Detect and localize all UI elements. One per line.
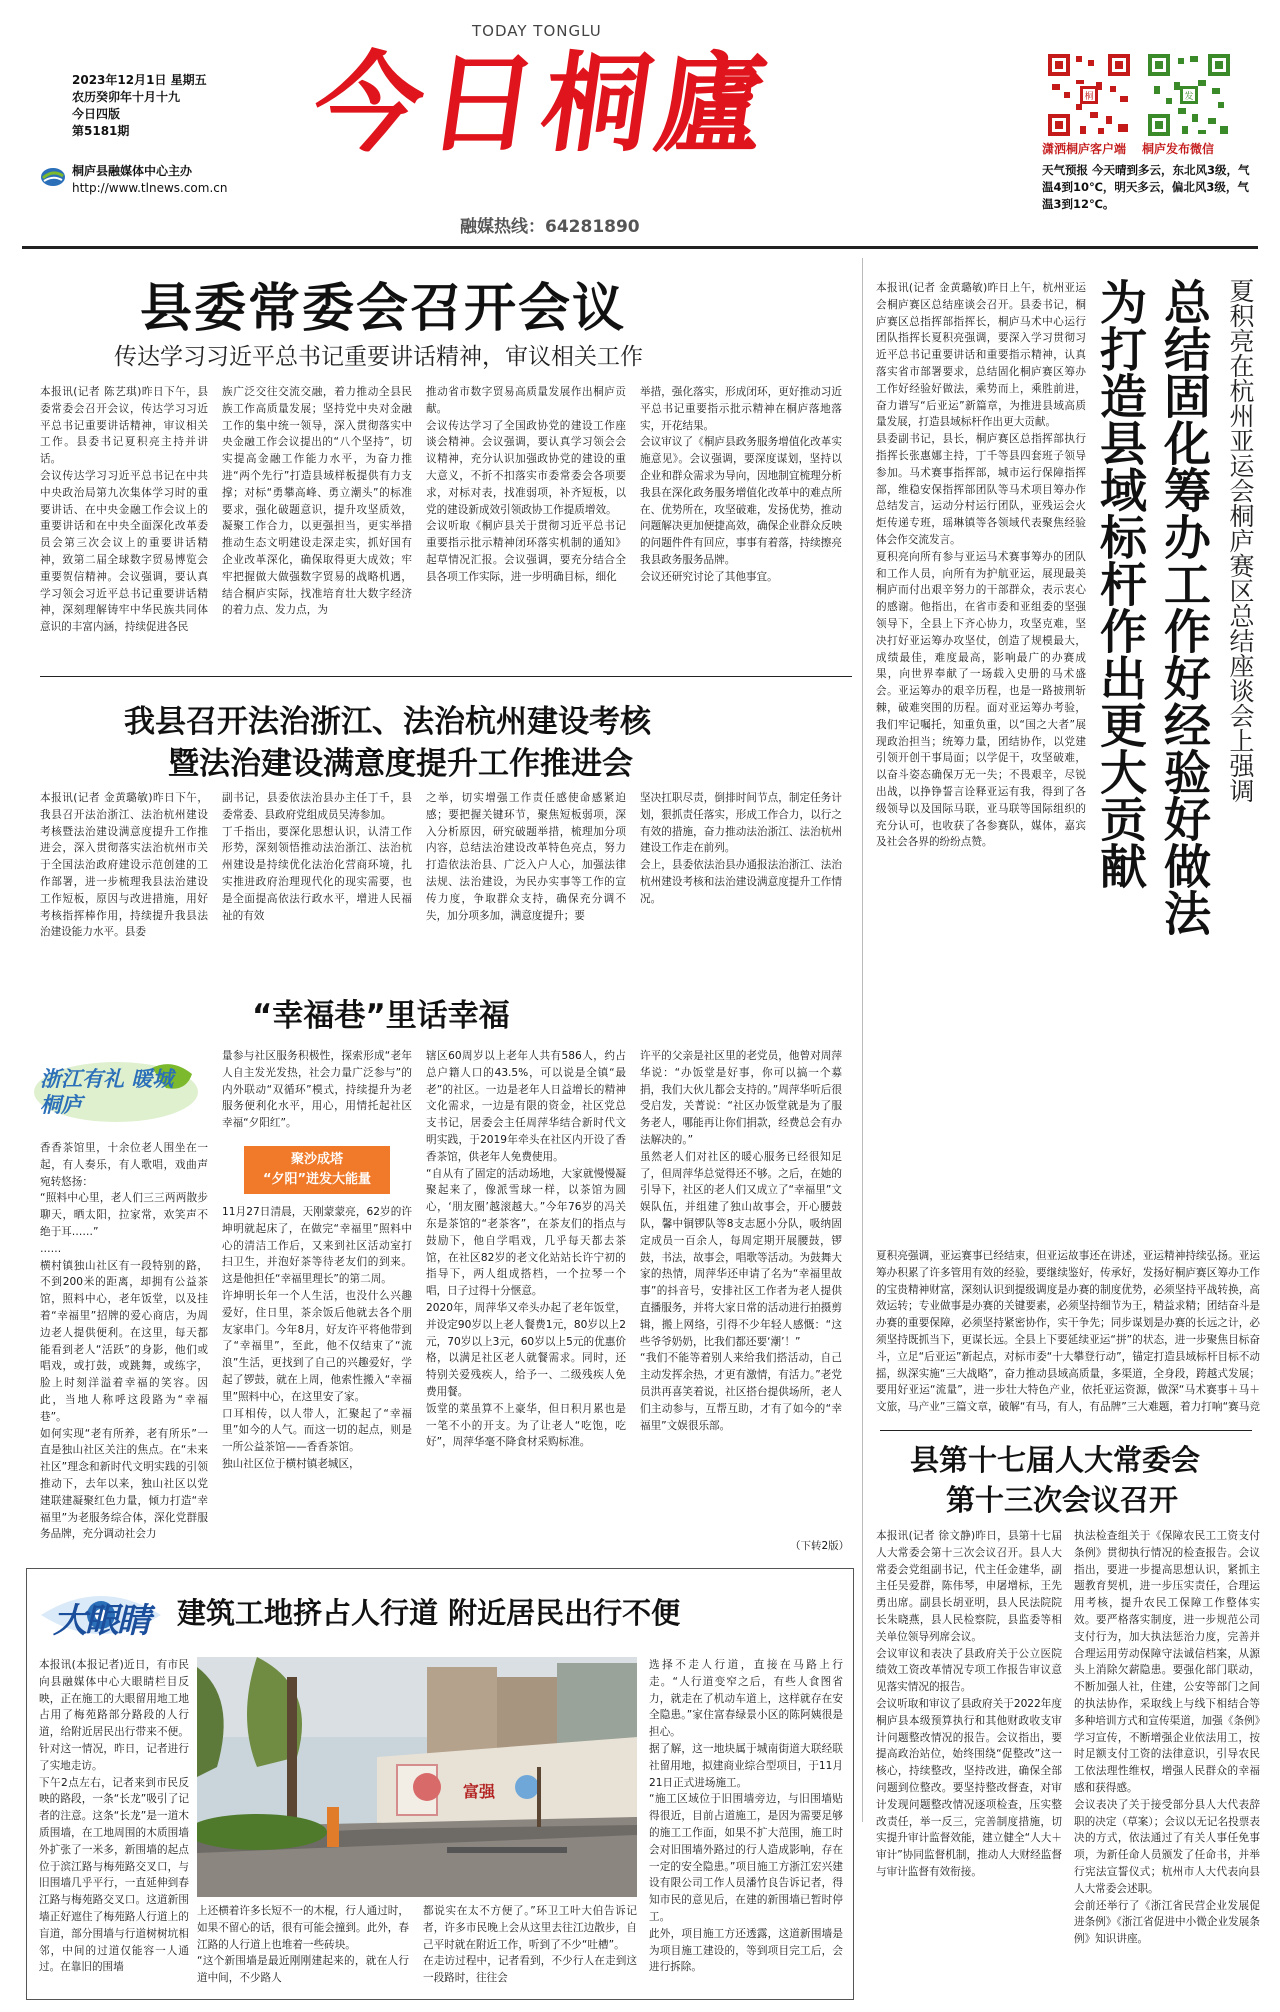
article-column: 本报讯(记者 陈艺琪)昨日下午，县委常委会召开会议，传达学习习近平总书记重要讲话精神，审议相关工作。县委书记夏积亮主持并讲话。 会议传达学习习近平总书记在中共中央政治局第九次集体学习时的重要讲话、在中央金融工作会议上的重要讲话和在中央全面深化改革委员会第三次会议上的重要讲话精神，致第二届全球数字贸易博览会重要贺信精神。会议强调，要认真学习领会习近平总书记重要讲话精神，深刻理解铸牢中华民族共同体意识的丰富内涵，持续促进各民	[40, 386, 208, 634]
news-photo-construction-wall	[197, 1657, 637, 1897]
column-divider	[862, 258, 863, 1822]
masthead-top-label: TODAY TONGLU	[472, 22, 602, 40]
article-column: 副书记，县委依法治县办主任丁千，县委常委、县政府党组成员吴涛参加。 丁千指出，要深化思想认识，认清工作形势，深刻领悟推动法治浙江、法治杭州建设是持续优化法治化营商环境，扎实推进政府治理现代化的现实需要，也是全面提高依法行政水平，增进人民福祉的有效	[222, 792, 412, 922]
article-asian-games-summary	[870, 258, 1270, 1414]
issue-number: 第5181期	[72, 124, 130, 138]
article-column: 选择不走人行道，直接在马路上行走。“人行道变窄之后，有些人食图省力，就走在了机动车道上，这样就存在安全隐患。”家住富春绿景小区的陈阿姨很是担心。 据了解，这一地块属于城南街道大联经联社留用地，拟建商业综合型项目，于11月21日正式进场施工。 “施工区域位于旧围墙旁边，与旧围墙贴得很近，目前占道施工，是因为需要足够的施工工作面，如果不扩大范围，施工时会对旧围墙外路过的行人造成影响，存在一定的安全隐患。”项目施工方浙江宏兴建设有限公司工作人员潘竹良告诉记者，得知市民的意见后，在建的新围墙已暂时停工。 此外，项目施工方还透露，这道新围墙是为项目施工建设的，等到项目完工后，会进行拆除。	[649, 1659, 843, 1974]
column-badge-big-eyes	[39, 1583, 163, 1645]
article-title: 建筑工地挤占人行道 附近居民出行不便	[177, 1596, 681, 1630]
article-column: 之举，切实增强工作责任感使命感紧迫感；要把握关键环节，聚焦短板弱项，深入分析原因，研究破题举措，梳理加分项内容，总结法治建设改革特色亮点，努力打造依法治县、广泛入户人心，加强法律法规、法治建设，为民办实事等工作的宣传力度，争取群众支持，确保充分调不失，加分项多加，满意度提升；要	[426, 792, 626, 922]
article-title-line2: 第十三次会议召开	[946, 1483, 1179, 1517]
article-column: 11月27日清晨，天刚蒙蒙亮，62岁的许坤明就起床了，在做完“幸福里”照料中心的清洁工作后，又来到社区活动室打扫卫生，并泡好茶等待老友们的到来。这是他担任“幸福里理长”的第二周。 许坤明长年一个人生活，也没什么兴趣爱好，住日里，茶余饭后他就去各个朋友家串门。今年8月，好友许平将他带到了“幸福里”，至此，他不仅结束了“流浪”生活，更找到了自己的兴趣爱好，学起了锣鼓，就在上周，他索性搬入“幸福里”照料中心，在这里安了家。 口耳相传，以人带人，汇聚起了“幸福里”如今的人气。而这一切的起点，则是一所公益茶馆——香香茶馆。 独山社区位于横村镇老城区，	[222, 1206, 412, 1470]
article-kicker: 夏积亮在杭州亚运会桐庐赛区总结座谈会上强调	[1226, 278, 1255, 803]
svg-text:桐: 桐	[1084, 92, 1094, 102]
article-column: 许平的父亲是社区里的老党员，他曾对周萍华说：“办饭堂是好事，你可以搞一个募捐，我们大伙儿都会支持的。”周萍华听后很受启发，关菁说：“社区办饭堂就是为了服务老人，哪能再让你们捐款，经费总会有办法解决的。” 虽然老人们对社区的暖心服务已经很知足了，但周萍华总觉得还不够。之后，在她的引导下，社区的老人们又成立了“幸福里”文娱队伍，并组建了独山故事会，开心腰鼓队，馨中铜锣队等8支志愿小分队，吸纳固定成员一百余人，每周定期开展腰鼓，锣鼓，书法，故事会，唱歌等活动。为鼓舞大家的热情，周萍华还申请了名为“幸福里故事”的抖音号，安排社区工作者为老人提供直播服务，并将大家日常的活动进行拍摄剪辑，搬上网络，引得不少年轻人感慨：“这些爷爷奶奶，比我们都还要‘潮’！” “我们不能等着别人来给我们搭活动，自己主动发挥余热，才更有激情，有活力。”老党员洪再喜笑着说，社区搭台提供场所，老人们主动参与，互帮互助，才有了如今的“幸福里”文娱很乐部。	[640, 1050, 842, 1432]
issue-info	[72, 72, 272, 140]
continued-note[interactable]: （下转2版）	[790, 1540, 850, 1552]
section-divider	[880, 1430, 1252, 1431]
sponsor-url[interactable]: http://www.tlnews.com.cn	[72, 181, 228, 195]
article-standing-committee	[22, 258, 862, 668]
hotline: 融媒热线：64281890	[460, 217, 640, 237]
qr-code-app[interactable]	[1046, 52, 1132, 138]
column-badge-text: 浙江有礼 暖城桐庐	[40, 1066, 174, 1117]
sponsor-info	[72, 163, 292, 197]
article-column: 坚决扛职尽责，倒排时间节点，制定任务计划，狠抓责任落实，形成工作合力，以行之有效的措施，奋力推动法治浙江、法治杭州建设工作走在前列。 会上，县委依法治县办通报法治浙江、法治杭州建设考核和法治建设满意度提升工作情况。	[640, 792, 842, 905]
subheading-box	[244, 1146, 390, 1194]
article-column: 本报讯(记者 金黄璐敏)昨日下午，我县召开法治浙江、法治杭州建设考核暨法治建设满意度提升工作推进会，深入贯彻落实法治杭州市关于全国法治政府建设示范创建的工作部署，进一步梳理我县法治建设工作短板，原因与改进措施，用好考核指挥棒作用，持续提升我县法治建设能力水平。县委	[40, 792, 208, 939]
article-rule-of-law	[22, 690, 862, 990]
photo-wall-text: 富强	[463, 1782, 496, 1801]
article-peoples-congress	[870, 1434, 1270, 2012]
article-column: 量参与社区服务积极性，探索形成“老年人自主发光发热，社会力量广泛参与”的内外联动“双循环”模式，持续提升为老服务便利化水平，用心，用情托起社区幸福“夕阳红”。	[222, 1050, 412, 1130]
article-title: 县委常委会召开会议	[140, 279, 627, 339]
article-title: 县第十七届人大常委会	[910, 1443, 1201, 1477]
qr-label-wechat: 桐庐发布微信	[1142, 142, 1215, 156]
masthead-divider	[22, 246, 1258, 249]
article-column: 本报讯(本报记者)近日，有市民向县融媒体中心大眼睛栏目反映，正在施工的大眼留用地工地占用了梅苑路部分路段的人行道，给附近居民出行带来不便。针对这一情况，昨日，记者进行了实地走访。 下午2点左右，记者来到市民反映的路段，一条“长龙”吸引了记者的注意。这条“长龙”是一道木质围墙，在工地周围的木质围墙外扩张了一米多，新围墙的起点位于滨江路与梅苑路交叉口，与旧围墙几乎平行，一直延伸到春江路与梅苑路交叉口。这道新围墙正好遮住了梅苑路人行道上的盲道，部分围墙与行道树树坑相邻，中间的过道仅能容一人通过。在靠旧的围墙	[39, 1659, 189, 1974]
article-title-line2: 为打造县域标杆作出更大贡献	[1092, 278, 1147, 889]
sponsor-name: 桐庐县融媒体中心主办	[72, 164, 193, 178]
column-badge-zhejiang	[32, 1048, 200, 1128]
section-divider	[40, 676, 852, 677]
qr-code-wechat[interactable]	[1146, 52, 1232, 138]
article-column: 族广泛交往交流交融，着力推动全县民族工作高质量发展；坚持党中央对金融工作的集中统一领导，深入贯彻落实中央金融工作会议提出的“八个坚持”，切实提高金融工作能力水平，为奋力推进“两个先行”打造县域样板提供有力支撑；对标“勇攀高峰、勇立潮头”的标准要求，强化破题意识，提升攻坚质效，凝聚工作合力，以更强担当，更实举措推动生态文明建设走深走实，抓好国有企业改革深化，确保取得更大成效；牢牢把握做大做强数字贸易的战略机遇，结合桐庐实际，找准培育壮大数字经济的着力点、发力点，为	[222, 386, 412, 617]
article-happiness-lane	[22, 982, 862, 1564]
article-title: 总结固化筹办工作好经验好做法	[1156, 278, 1211, 936]
article-column: 举措，强化落实，形成闭环，更好推动习近平总书记重要指示批示精神在桐庐落地落实，开花结果。 会议审议了《桐庐县政务服务增值化改革实施意见》。会议强调，要深度谋划，坚持以企业和群众需求为导向，因地制宜梳理分析我县在深化政务服务增值化改革中的难点所在、优势所在，攻坚破难，发扬优势，推动问题解决更加便捷高效，确保企业群众反映的问题件件有回应，事事有着落，持续擦亮我县政务服务品牌。 会议还研究讨论了其他事宜。	[640, 386, 842, 583]
qr-label-app: 潇洒桐庐客户端	[1042, 142, 1127, 156]
weather-forecast: 天气预报 今天晴到多云，东北风3级，气温4到10℃，明天多云，偏北风3级，气温3到12℃。	[1042, 163, 1250, 211]
article-title-line2: 暨法治建设满意度提升工作推进会	[168, 746, 633, 782]
article-column: 香香茶馆里，十余位老人围坐在一起，有人奏乐，有人歌唱，戏曲声宛转悠扬： “照料中心里，老人们三三两两散步聊天，晒太阳，拉家常，欢笑声不绝于耳……” …… 横村镇独山社区有一段特别的路，不到200米的距离，却拥有公益茶馆，照料中心，老年饭堂，以及挂着“幸福里”招牌的爱心商店，为周边老人提供便利。在这里，每天都能看到老人“活跃”的身影，他们或唱戏，或打鼓，或跳舞，或练字，脸上时刻洋溢着幸福的笑容。因此，当地人称呼这段路为“幸福巷”。 如何实现“老有所养，老有所乐”一直是独山社区关注的焦点。在“未来社区”理念和新时代文明实践的引领推动下，去年以来，独山社区以党建联建凝聚红色力量，倾力打造“幸福里”为老服务综合体，深化党群服务品牌，充分调动社会力	[40, 1142, 208, 1541]
newspaper-logo: 今日桐廬	[306, 41, 780, 167]
subheading-line2: “夕阳”迸发大能量	[262, 1172, 372, 1187]
svg-text:发: 发	[1184, 92, 1194, 102]
issue-date: 2023年12月1日 星期五	[72, 73, 207, 87]
article-column: 本报讯(记者 金黄璐敏)昨日上午，杭州亚运会桐庐赛区总结座谈会召开。县委书记，桐庐赛区总指挥部指挥长，桐庐马术中心运行团队指挥长夏积亮强调，要深入学习贯彻习近平总书记重要讲话和重要指示精神，认真落实省市部署要求，总结固化桐庐赛区筹办工作好经验好做法，乘势而上，乘胜前进，奋力谱写“后亚运”新篇章，为推进县域高质量发展，打造县域标杆作出更大贡献。 县委副书记，县长，桐庐赛区总指挥部执行指挥长张惠娜主持，丁千等县四套班子领导参加。马术赛事指挥部，城市运行保障指挥部，维稳安保指挥部团队等马术项目筹办作总结发言，运动分村运行团队，亚残运会火炬传递专班，瑶琳镇等各领域代表聚焦经验体会作交流发言。 夏积亮向所有参与亚运马术赛事筹办的团队和工作人员，向所有为护航亚运，展现最美桐庐而付出艰辛努力的干部群众，表示衷心的感谢。他指出，在省市委和亚组委的坚强领导下，全县上下齐心协力，攻坚克难，坚决打好亚运筹办攻坚仗，创造了规模最大，成绩最佳，难度最高，影响最广的办赛成果，向世界奉献了一场载入史册的马术盛会。亚运筹办的艰辛历程，也是一路披荆斩棘，破难突围的历程。面对亚运筹办考验，我们牢记嘱托，知重负重，以“国之大者”展现政治担当；统筹力量，团结协作，以党建引领开创干事局面；以学促干，攻坚破难，以奋斗姿态确保万无一失；不畏艰辛，尽锐出战，以挣铮誓言诠释亚运有我，得到了各级领导以及国际马联，亚马联等国际组织的充分认可，也收获了各参赛队，媒体，嘉宾及社会各界的纷纷点赞。	[876, 282, 1086, 849]
article-construction-sidewalk	[26, 1568, 854, 2000]
sponsor-logo-icon	[40, 166, 66, 188]
article-title: 我县召开法治浙江、法治杭州建设考核	[124, 704, 651, 740]
article-title: “幸福巷”里话幸福	[252, 998, 510, 1034]
issue-pages: 今日四版	[72, 107, 121, 121]
issue-lunar-date: 农历癸卯年十月十九	[72, 90, 181, 104]
masthead	[0, 0, 1280, 245]
article-column: 都说实在太不方便了。”环卫工叶大伯告诉记者，许多市民晚上会从这里去往江边散步，自己平时就在附近工作，听到了不少“吐槽”。 在走访过程中，记者看到，不少行人在走到这一段路时，往往会	[423, 1905, 637, 1985]
article-column: 本报讯(记者 徐文静)昨日，县第十七届人大常委会第十三次会议召开。县人大常委会党组副书记，代主任金建华，副主任吴爱群，陈伟琴，申屠增标，王先勇出席。副县长胡亚明，县人民法院院长朱晓燕，县人民检察院，县监委等相关单位领导列席会议。 会议审议和表决了县政府关于公立医院绩效工资改革情况专项工作报告审议意见落实情况的报告。 会议听取和审议了县政府关于2022年度桐庐县本级预算执行和其他财政收支审计问题整改情况的报告。会议指出，要提高政治站位，始终围绕“促整改”这一核心，持续整改，坚持改进，确保全部问题到位整改。要坚持整改督查，对审计发现问题整改情况逐项检查，压实整改责任，举一反三，完善制度措施，切实提升审计监督效能，建立健全“人大＋审计”协同监督机制，推动人大财经监督与审计监督有效衔接。	[876, 1530, 1062, 1878]
article-column: 上还横着许多长短不一的木棍，行人通过时，如果不留心的话，很有可能会撞到。此外，春江路的人行道上也堆着一些砖块。 “这个新围墙是最近刚刚建起来的，就在人行道中间，不少路人	[197, 1905, 409, 1985]
article-column: 执法检查组关于《保障农民工工资支付条例》贯彻执行情况的检查报告。会议指出，要进一步提高思想认识，紧抓主题教育契机，进一步压实责任，合理运用考核，提升农民工保障工作整体实效。要严格落实制度，进一步规范公司支付行为，加大执法惩治力度，完善并合理运用劳动保障守法诚信档案，从源头上消除欠薪隐患。要强化部门联动，不断加强人社，住建，公安等部门之间的执法协作，采取线上与线下相结合等多种培训方式和宣传渠道，加强《条例》学习宣传，不断增强企业依法用工，按时足额支付工资的法律意识，引导农民工依法理性维权，增强人民群众的幸福感和获得感。 会议表决了关于接受部分县人大代表辞职的决定（草案）；会议以无记名投票表决的方式，依法通过了有关人事任免事项，为新任命人员颁发了任命书，并举行宪法宣誓仪式；杭州市人大代表向县人大常委会述职。 会前还举行了《浙江省民营企业发展促进条例》《浙江省促进中小微企业发展条例》知识讲座。	[1074, 1530, 1260, 1946]
article-subtitle: 传达学习习近平总书记重要讲话精神，审议相关工作	[114, 344, 643, 370]
article-column: 夏积亮强调，亚运赛事已经结束，但亚运故事还在讲述，亚运精神持续弘扬。亚运筹办积累了许多管用有效的经验，要继续鉴好，传承好，发扬好桐庐赛区筹办工作的宝贵精神财富，深刻认识到提级调度是办赛的制度优势，必须坚持平战转换，高效运转；专业做事是办赛的关键要素，必须坚持细节为王，精益求精；团结奋斗是办赛的重要保障，必须坚持紧密协作，实干争先；同步谋划是办赛的长远之计，必须坚持既抓当下，更谋长远。全县上下要延续亚运“拼”的状态，进一步聚焦目标奋斗，立足“后亚运”新起点，对标市委“十大攀登行动”，锚定打造县域标杆目标不动摇，纵深实施“三大战略”，奋力推动县域高质量，多渠道，全身段，跨越式发展；要用好亚运“流量”，进一步壮大特色产业，依托亚运资源，做深“马术赛事＋马＋文旅，马产业”三篇文章，破解“有马，有人，有品牌”三大难题，着力打响“赛马竞	[876, 1250, 1260, 1414]
subheading-line1: 聚沙成塔	[290, 1152, 343, 1167]
article-column: 推动省市数字贸易高质量发展作出桐庐贡献。 会议传达学习了全国政协党的建设工作座谈会精神。会议强调，要认真学习领会会议精神，充分认识加强政协党的建设的重大意义，不折不扣落实市委常委会各项要求，对标对表，找准弱项，补齐短板，以党的建设新成效引领政协工作提质增效。 会议听取《桐庐县关于贯彻习近平总书记重要指示批示精神闭环落实机制的通知》起草情况汇报。会议强调，要充分结合全县各项工作实际，进一步明确目标，细化	[426, 386, 626, 583]
column-badge-text: 大眼睛	[53, 1601, 149, 1641]
article-column: 辖区60周岁以上老年人共有586人，约占总户籍人口的43.5%，可以说是全镇“最老”的社区。一边是老年人日益增长的精神文化需求，一边是有限的资金，社区党总支书记，居委会主任周萍华结合新时代文明实践，于2019年牵头在社区内开设了香香茶馆，供老年人免费使用。 “自从有了固定的活动场地，大家就慢慢凝聚起来了，像派雪球一样，以茶馆为圆心，‘朋友圈’越滚越大。”今年76岁的冯关东是茶馆的“老茶客”，在茶友们的指点与鼓励下，他自学唱戏，几乎每天都去茶馆，在社区82岁的老文化站站长许宁初的指导下，两人组成搭档，一个拉琴一个唱，日子过得十分惬意。 2020年，周萍华又牵头办起了老年饭堂，并设定90岁以上老人餐费1元，80岁以上2元，70岁以上3元，60岁以上5元的优惠价格，以满足社区老人就餐需求。同时，还特别关爱残疾人，给予一、二级残疾人免费用餐。 饭堂的菜虽算不上豪华，但日积月累也是一笔不小的开支。为了让老人“吃饱，吃好”，周萍华毫不降食材采购标准。	[426, 1050, 626, 1449]
